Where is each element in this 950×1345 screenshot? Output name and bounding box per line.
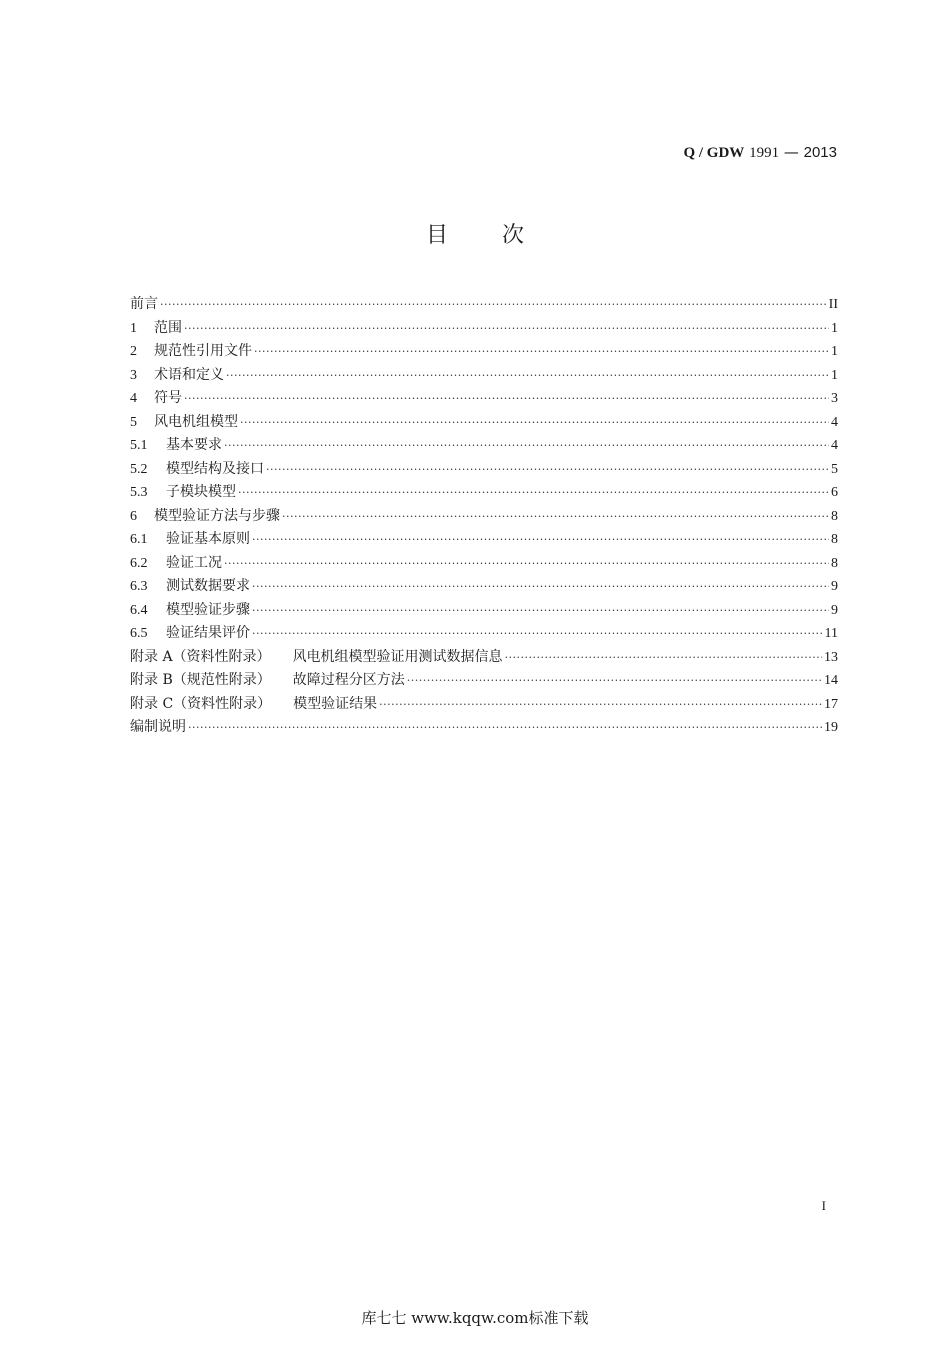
toc-leader-dots [282,505,829,529]
toc-entry[interactable] [130,434,838,458]
toc-leader-dots [226,364,829,388]
toc-entry[interactable] [130,693,838,717]
toc-entry-page: 1 [831,367,838,383]
toc-entry-page: 8 [831,532,838,547]
toc-leader-dots [252,622,823,646]
toc-entry-number: 3 [130,367,137,383]
toc-entry-number: 6 [130,508,137,524]
toc-entry[interactable] [130,669,838,693]
standard-code-number: 1991 [749,145,780,161]
toc-entry-page: 13 [824,649,838,665]
standard-code [683,143,837,162]
toc-entry[interactable] [130,481,838,505]
toc-entry-label: 验证基本原则 [166,531,250,547]
toc-entry-label: 模型验证步骤 [166,601,250,618]
toc-entry-label: 范围 [154,319,182,336]
toc-entry-sublabel: 模型验证结果 [293,695,378,712]
standard-code-prefix: Q / GDW [683,145,745,161]
toc-entry-label: 模型结构及接口 [166,460,264,477]
toc-entry-page: 19 [824,720,838,735]
toc-entry-page: 3 [831,391,838,406]
toc-entry[interactable] [130,293,838,317]
toc-leader-dots [240,411,829,435]
toc-entry-page: 1 [831,320,838,336]
toc-entry[interactable] [130,317,838,341]
toc-leader-dots [224,434,829,458]
toc-entry[interactable] [130,622,838,646]
toc-leader-dots [188,716,822,740]
toc-entry-page: 5 [831,461,838,477]
toc-leader-dots [238,481,829,505]
toc-entry-label: 编制说明 [130,719,186,735]
toc-leader-dots [407,669,822,693]
footer-watermark: 库七七 www.kqqw.com标准下载 [361,1309,589,1327]
toc-leader-dots [379,693,822,717]
standard-code-dash: — [783,143,799,161]
toc-entry-sublabel: 风电机组模型验证用测试数据信息 [292,648,503,665]
toc-entry-page: 9 [831,602,838,618]
toc-leader-dots [160,293,827,317]
toc-entry-page: 6 [831,485,838,500]
toc-entry-page: 11 [824,626,838,641]
toc-entry-number: 4 [130,391,137,406]
page-number: I [821,1198,826,1213]
toc-entry[interactable] [130,599,838,623]
toc-entry-label: 子模块模型 [166,484,236,500]
toc-leader-dots [254,340,829,364]
toc-entry-label: 符号 [154,390,182,406]
toc-entry-number: 6.2 [130,555,148,571]
toc-entry-number: 5.2 [130,461,148,477]
toc-entry-label: 附录 C（资料性附录） [130,695,272,712]
toc-entry-label: 规范性引用文件 [154,343,252,359]
toc-entry-number: 6.3 [130,579,148,594]
toc-leader-dots [252,528,829,552]
toc-entry-page: II [828,297,838,312]
toc-entry-number: 5 [130,414,137,430]
toc-entry-page: 4 [831,438,838,453]
toc-entry[interactable] [130,387,838,411]
toc-entry-label: 附录 A（资料性附录） [130,648,271,665]
toc-entry-label: 基本要求 [166,437,222,453]
toc-entry-number: 1 [130,320,137,336]
toc-entry[interactable] [130,458,838,482]
toc-entry[interactable] [130,528,838,552]
toc-entry[interactable] [130,340,838,364]
toc-entry-number: 5.1 [130,438,148,453]
toc-entry[interactable] [130,411,838,435]
toc-leader-dots [184,317,829,341]
toc-entry-label: 风电机组模型 [154,413,238,430]
toc-leader-dots [224,552,829,576]
toc-entry-page: 4 [831,414,838,430]
toc-entry-label: 前言 [130,296,158,312]
toc-entry-page: 8 [831,508,838,524]
toc-leader-dots [252,599,829,623]
toc-entry[interactable] [130,364,838,388]
toc-entry[interactable] [130,575,838,599]
toc-leader-dots [252,575,829,599]
toc-entry-page: 17 [824,696,838,712]
toc-entry[interactable] [130,552,838,576]
toc-entry-label: 验证结果评价 [166,625,250,641]
toc-entry-number: 6.1 [130,532,148,547]
toc-entry-page: 9 [831,579,838,594]
toc-leader-dots [266,458,829,482]
toc-entry-label: 测试数据要求 [166,578,250,594]
toc-leader-dots [184,387,829,411]
page-title: 目次 [425,223,578,248]
toc-entry-number: 2 [130,344,137,359]
toc-entry-number: 5.3 [130,485,148,500]
toc-entry-label: 术语和定义 [154,366,224,383]
toc-entry-label: 附录 B（规范性附录） [130,672,271,688]
toc-entry-page: 8 [831,555,838,571]
toc-entry-page: 1 [831,344,838,359]
toc-entry-label: 模型验证方法与步骤 [154,507,280,524]
toc-entry-number: 6.4 [130,602,148,618]
toc-entry[interactable] [130,716,838,740]
toc-leader-dots [505,646,822,670]
toc-entry-sublabel: 故障过程分区方法 [292,672,405,688]
table-of-contents [130,293,838,740]
toc-entry[interactable] [130,646,838,670]
toc-entry-page: 14 [824,673,838,688]
toc-entry-label: 验证工况 [166,554,222,571]
toc-entry-number: 6.5 [130,626,148,641]
toc-entry[interactable] [130,505,838,529]
standard-code-year: 2013 [803,144,837,161]
